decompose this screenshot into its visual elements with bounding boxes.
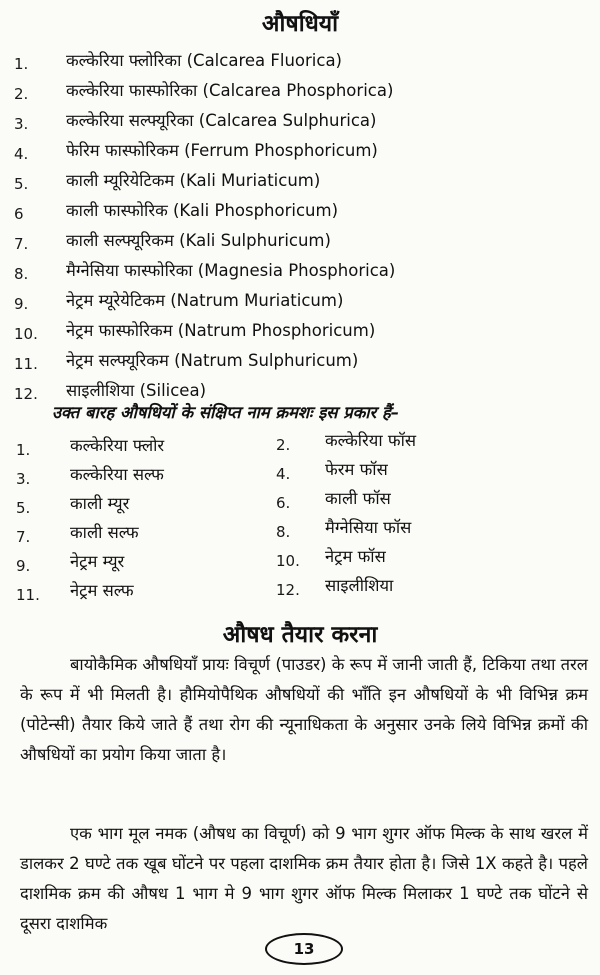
list-item: कल्केरिया सल्फ्यूरिका (Calcarea Sulphurica) bbox=[66, 111, 377, 130]
list-item-number: 7. bbox=[14, 235, 29, 253]
list-item-number: 3. bbox=[14, 115, 29, 133]
list-item: फेरिम फास्फोरिकम (Ferrum Phosphoricum) bbox=[66, 141, 378, 160]
list-item: साइलीशिया (Silicea) bbox=[66, 381, 207, 400]
list-item: कल्केरिया फास्फोरिका (Calcarea Phosphorica) bbox=[66, 81, 394, 100]
list-item-number: 5. bbox=[14, 175, 29, 193]
page-number: 13 bbox=[265, 933, 343, 965]
list-item-number: 10. bbox=[276, 552, 300, 570]
list-item: नेट्रम फॉस bbox=[325, 547, 386, 566]
list-item-number: 2. bbox=[14, 85, 29, 103]
list-item: काली सल्फ्यूरिकम (Kali Sulphuricum) bbox=[66, 231, 331, 250]
list-item-number: 4. bbox=[276, 465, 291, 483]
list-item: फेरम फॉस bbox=[325, 460, 388, 479]
list-item: नेट्रम फास्फोरिकम (Natrum Phosphoricum) bbox=[66, 321, 376, 340]
list-item-number: 5. bbox=[16, 499, 31, 517]
list-item: नेट्रम म्यूरेयेटिकम (Natrum Muriaticum) bbox=[66, 291, 344, 310]
list-item: कल्केरिया सल्फ bbox=[70, 465, 164, 484]
list-item-number: 11. bbox=[16, 586, 40, 604]
list-item-number: 12. bbox=[14, 385, 38, 403]
list-item-number: 6 bbox=[14, 205, 24, 223]
paragraph: एक भाग मूल नमक (औषध का विचूर्ण) को 9 भाग शुगर ऑफ मिल्क के साथ खरल में डालकर 2 घण्टे तक खूब घोंटने पर पहला दाशमिक क्रम तैयार होता है। जिसे 1X कहते है। पहले दाशमिक क्रम की औषध 1 भाग मे 9 भाग शुगर ऑफ मिल्क मिलाकर 1 घण्टे तक घोंटने से दूसरा दाशमिक bbox=[20, 824, 588, 933]
list-item: काली म्यूरियेटिकम (Kali Muriaticum) bbox=[66, 171, 321, 190]
list-item-number: 11. bbox=[14, 355, 38, 373]
paragraph: बायोकैमिक औषधियाँ प्रायः विचूर्ण (पाउडर) के रूप में जानी जाती हैं, टिकिया तथा तरल के रूप में भी मिलती है। हौमियोपैथिक औषधियों की भाँति इन औषधियों के भी विभिन्न क्रम (पोटेन्सी) तैयार किये जाते हैं तथा रोग की न्यूनाधिकता के अनुसार उनके लिये विभिन्न क्रमों की औषधियों का प्रयोग किया जाता है। bbox=[20, 655, 588, 764]
list-item: काली म्यूर bbox=[70, 494, 130, 513]
list-item-number: 4. bbox=[14, 145, 29, 163]
list-item-number: 3. bbox=[16, 470, 31, 488]
list-item-number: 9. bbox=[14, 295, 29, 313]
list-item-number: 1. bbox=[14, 55, 29, 73]
list-item-number: 6. bbox=[276, 494, 291, 512]
list-item: कल्केरिया फ्लोर bbox=[70, 436, 165, 455]
list-item-number: 8. bbox=[276, 523, 291, 541]
list-item: नेट्रम म्यूर bbox=[70, 552, 125, 571]
list-item: नेट्रम सल्फ bbox=[70, 581, 134, 600]
list-item-number: 9. bbox=[16, 557, 31, 575]
list-item: काली सल्फ bbox=[70, 523, 139, 542]
list-item-number: 1. bbox=[16, 441, 31, 459]
list-item: मैग्नेसिया फास्फोरिका (Magnesia Phosphorica) bbox=[66, 261, 396, 280]
list-item-number: 12. bbox=[276, 581, 300, 599]
list-item: नेट्रम सल्फ्यूरिकम (Natrum Sulphuricum) bbox=[66, 351, 359, 370]
page-title: औषधियाँ bbox=[261, 11, 339, 37]
list-item-number: 7. bbox=[16, 528, 31, 546]
list-item-number: 2. bbox=[276, 436, 291, 454]
list-item: मैग्नेसिया फॉस bbox=[325, 518, 412, 537]
list-item-number: 10. bbox=[14, 325, 38, 343]
short-names-heading: उक्त बारह औषधियों के संक्षिप्त नाम क्रमशः इस प्रकार हैं– bbox=[52, 403, 400, 422]
list-item-number: 8. bbox=[14, 265, 29, 283]
list-item: काली फास्फोरिक (Kali Phosphoricum) bbox=[66, 201, 339, 220]
list-item: कल्केरिया फॉस bbox=[325, 431, 417, 450]
list-item: साइलीशिया bbox=[325, 576, 394, 595]
list-item: कल्केरिया फ्लोरिका (Calcarea Fluorica) bbox=[66, 51, 342, 70]
section-heading: औषध तैयार करना bbox=[222, 622, 378, 648]
list-item: काली फॉस bbox=[325, 489, 391, 508]
